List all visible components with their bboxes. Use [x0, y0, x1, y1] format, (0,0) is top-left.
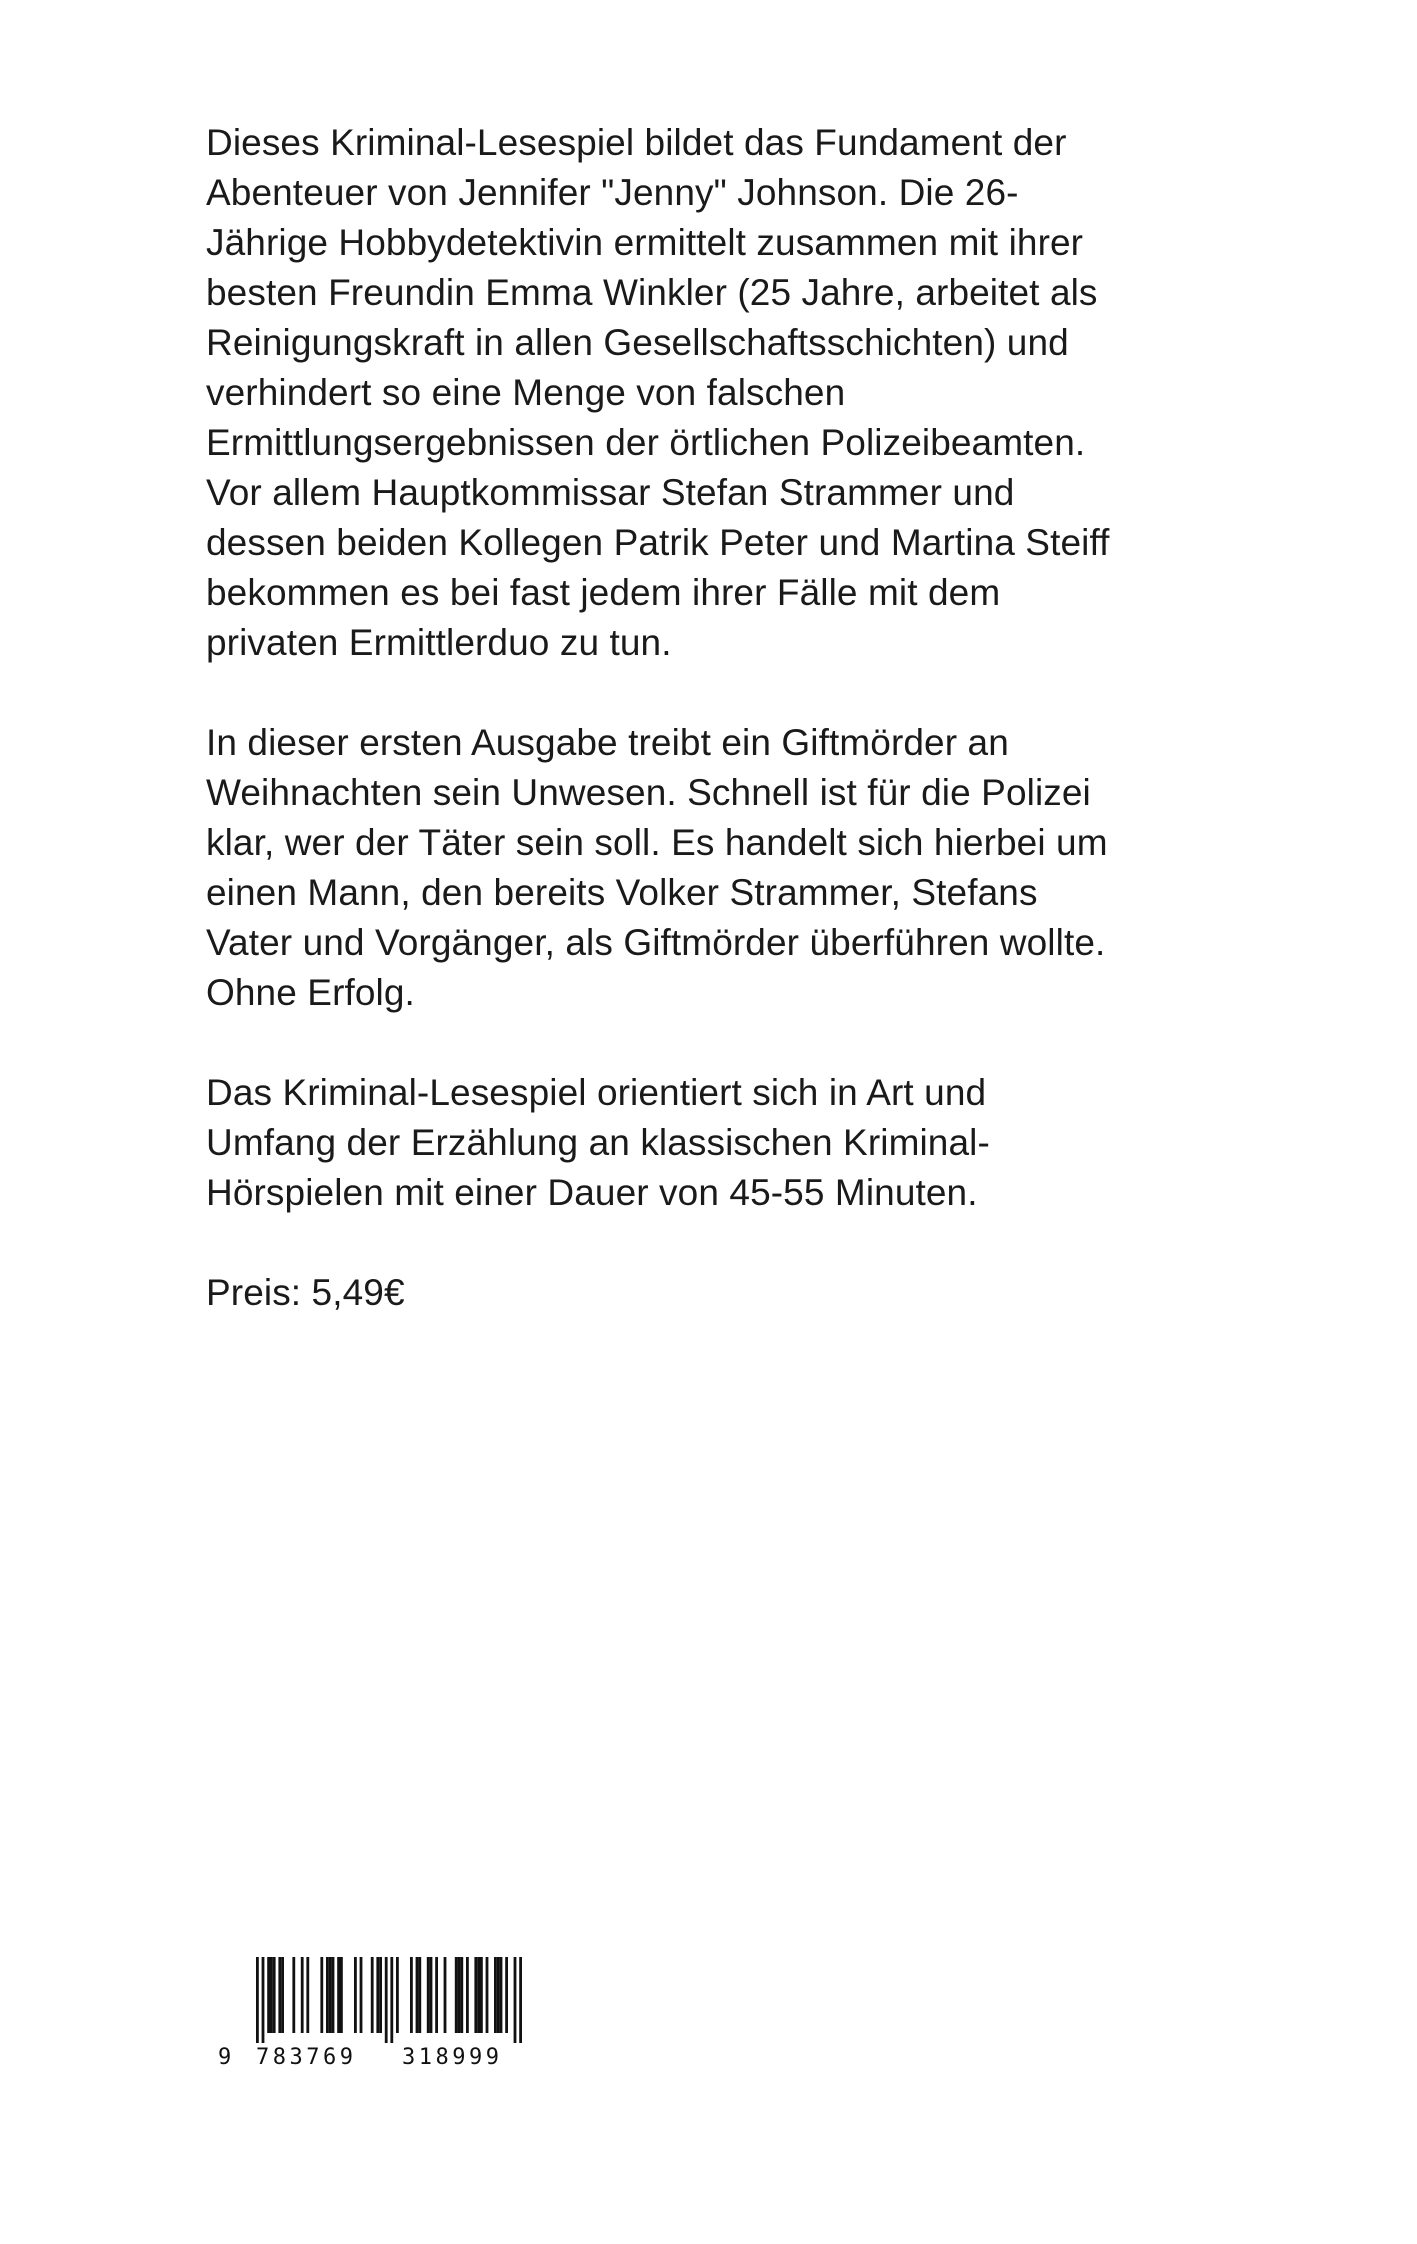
barcode-bar [354, 1957, 357, 2033]
barcode-bar [332, 1957, 335, 2033]
blurb-line: privaten Ermittlerduo zu tun. [206, 622, 672, 663]
barcode-bar [292, 1957, 295, 2033]
barcode-bar [360, 1957, 363, 2033]
barcode-bar [306, 1957, 309, 2033]
blurb-line: besten Freundin Emma Winkler (25 Jahre, arbeitet als [206, 272, 1098, 313]
barcode-bar [500, 1957, 503, 2033]
barcode-bar [326, 1957, 329, 2033]
back-cover-blurb [206, 118, 1216, 1318]
barcode-bar [410, 1957, 413, 2033]
barcode-bar [396, 1957, 399, 2033]
barcode-bar [505, 1957, 508, 2033]
blurb-line: Ermittlungsergebnissen der örtlichen Polizeibeamten. [206, 422, 1086, 463]
barcode-bar [416, 1957, 419, 2033]
paragraph-gap [206, 1218, 1216, 1268]
barcode-bar [477, 1957, 480, 2033]
barcode-digits [212, 2045, 503, 2170]
blurb-line: Abenteuer von Jennifer "Jenny" Johnson. Die 26- [206, 172, 1019, 213]
barcode-bar [497, 1957, 500, 2033]
barcode-right-group: 318999 [402, 2045, 503, 2070]
barcode-bar [418, 1957, 421, 2033]
barcode-bar [301, 1957, 304, 2033]
barcode-bar [514, 1957, 517, 2043]
barcode-bar [337, 1957, 340, 2033]
paragraph-gap [206, 668, 1216, 718]
barcode-bar [329, 1957, 332, 2033]
barcode-bar [455, 1957, 458, 2033]
barcode-bar [480, 1957, 483, 2033]
blurb-line: klar, wer der Täter sein soll. Es handelt sich hierbei um [206, 822, 1108, 863]
barcode-bar [435, 1957, 438, 2033]
barcode-bar [427, 1957, 430, 2033]
blurb-line: In dieser ersten Ausgabe treibt ein Giftmörder an [206, 722, 1009, 763]
barcode-bars [212, 1957, 552, 2047]
barcode-bar [267, 1957, 270, 2033]
barcode-bar [519, 1957, 522, 2043]
barcode-bar [390, 1957, 393, 2043]
barcode-bar [486, 1957, 489, 2033]
blurb-line: Dieses Kriminal-Lesespiel bildet das Fundament der [206, 122, 1067, 163]
blurb-line: Vater und Vorgänger, als Giftmörder überführen wollte. [206, 922, 1106, 963]
blurb-line: einen Mann, den bereits Volker Strammer, Stefans [206, 872, 1038, 913]
price-label: Preis: 5,49€ [206, 1272, 405, 1313]
barcode-bar [278, 1957, 281, 2033]
barcode-bar [281, 1957, 284, 2033]
paragraph-gap [206, 1018, 1216, 1068]
blurb-line: Weihnachten sein Unwesen. Schnell ist für die Polizei [206, 772, 1091, 813]
blurb-line: Ohne Erfolg. [206, 972, 415, 1013]
barcode-bar [273, 1957, 276, 2033]
barcode-first-digit: 9 [218, 2045, 232, 2070]
blurb-line: dessen beiden Kollegen Patrik Peter und Martina Steiff [206, 522, 1110, 563]
barcode-bar [494, 1957, 497, 2033]
barcode-bar [430, 1957, 433, 2033]
barcode-bar [262, 1957, 265, 2043]
barcode-bar [320, 1957, 323, 2033]
blurb-line: Umfang der Erzählung an klassischen Kriminal- [206, 1122, 990, 1163]
barcode-bar [466, 1957, 469, 2033]
barcode-left-group: 783769 [256, 2045, 357, 2070]
barcode-bar [379, 1957, 382, 2033]
barcode-bar [385, 1957, 388, 2043]
blurb-line: Hörspielen mit einer Dauer von 45-55 Minuten. [206, 1172, 978, 1213]
blurb-line: Reinigungskraft in allen Gesellschaftsschichten) und [206, 322, 1069, 363]
barcode-bar [340, 1957, 343, 2033]
barcode-bar [376, 1957, 379, 2033]
barcode-bar [444, 1957, 447, 2033]
blurb-line: Vor allem Hauptkommissar Stefan Strammer und [206, 472, 1015, 513]
barcode-bar [270, 1957, 273, 2033]
blurb-line: Jährige Hobbydetektivin ermittelt zusammen mit ihrer [206, 222, 1084, 263]
barcode-bar [371, 1957, 374, 2033]
blurb-line: verhindert so eine Menge von falschen [206, 372, 846, 413]
barcode-bar [256, 1957, 259, 2043]
blurb-line: Das Kriminal-Lesespiel orientiert sich in Art und [206, 1072, 987, 1113]
barcode-bar [458, 1957, 461, 2033]
barcode-bar [460, 1957, 463, 2033]
barcode-bar [474, 1957, 477, 2033]
isbn-barcode [212, 1957, 552, 2087]
blurb-line: bekommen es bei fast jedem ihrer Fälle mit dem [206, 572, 1001, 613]
